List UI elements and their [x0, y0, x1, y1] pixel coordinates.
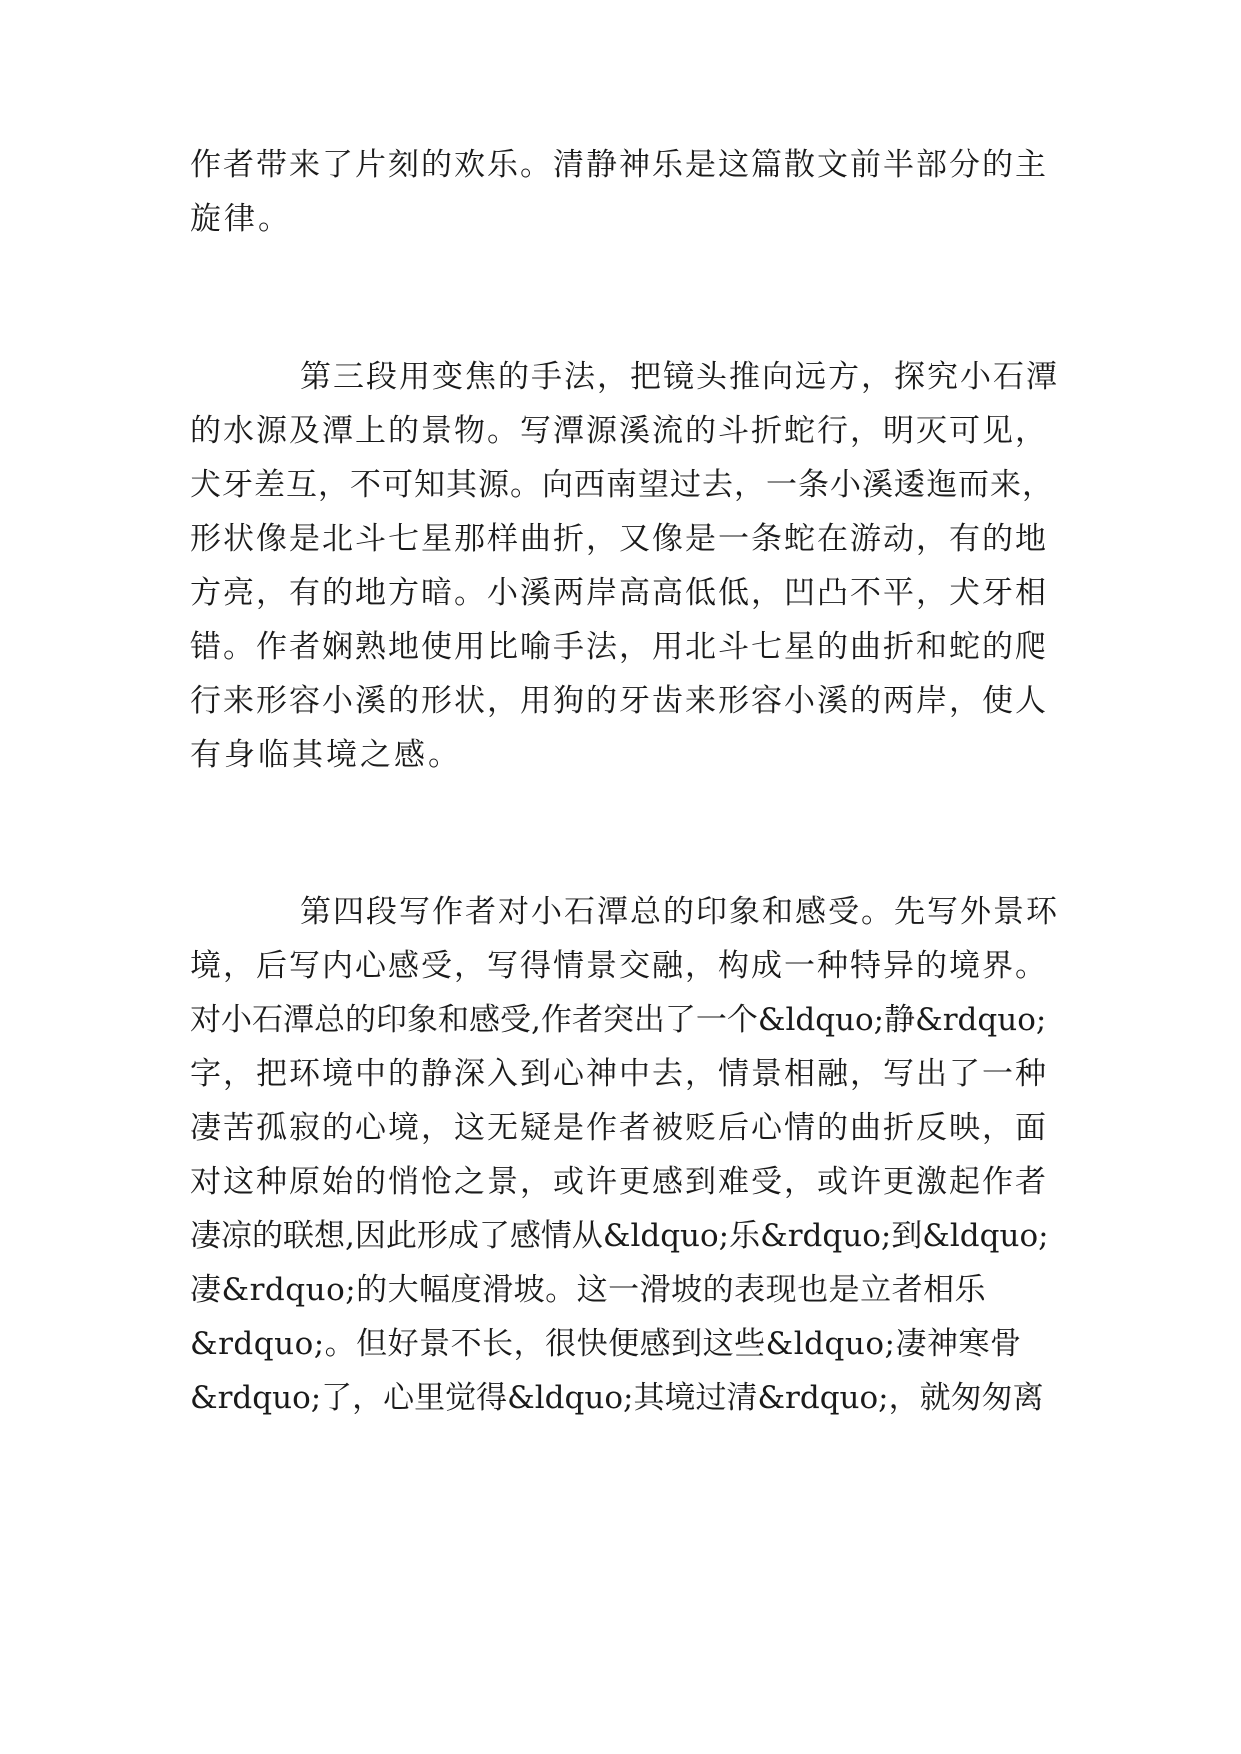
text-line: 对小石潭总的印象和感受,作者突出了一个&ldquo;静&rdquo; [190, 1002, 1047, 1038]
text-line: 第三段用变焦的手法，把镜头推向远方，探究小石潭 [300, 359, 1059, 395]
text-line: 形状像是北斗七星那样曲折，又像是一条蛇在游动，有的地 [190, 521, 1048, 557]
text-line: 凄苦孤寂的心境，这无疑是作者被贬后心情的曲折反映，面 [190, 1110, 1048, 1146]
text-line: 第四段写作者对小石潭总的印象和感受。先写外景环 [300, 894, 1059, 930]
text-line: 旋律。 [190, 201, 292, 237]
text-line: &rdquo;。但好景不长，很快便感到这些&ldquo;凄神寒骨 [190, 1326, 1022, 1362]
text-line: 字，把环境中的静深入到心神中去，情景相融，写出了一种 [190, 1056, 1048, 1092]
text-line: 行来形容小溪的形状，用狗的牙齿来形容小溪的两岸，使人 [190, 683, 1048, 719]
text-line: &rdquo;了，心里觉得&ldquo;其境过清&rdquo;，就匆匆离 [190, 1380, 1044, 1416]
text-line: 境，后写内心感受，写得情景交融，构成一种特异的境界。 [190, 948, 1048, 984]
text-line: 凄凉的联想,因此形成了感情从&ldquo;乐&rdquo;到&ldquo; [190, 1218, 1049, 1254]
text-line: 犬牙差互，不可知其源。向西南望过去，一条小溪逶迤而来， [190, 467, 1054, 503]
text-line: 对这种原始的悄怆之景，或许更感到难受，或许更激起作者 [190, 1164, 1048, 1200]
text-line: 的水源及潭上的景物。写潭源溪流的斗折蛇行，明灭可见， [190, 413, 1048, 449]
text-line: 凄&rdquo;的大幅度滑坡。这一滑坡的表现也是立者相乐 [190, 1272, 987, 1308]
text-line: 作者带来了片刻的欢乐。清静神乐是这篇散文前半部分的主 [190, 147, 1048, 183]
text-line: 方亮，有的地方暗。小溪两岸高高低低，凹凸不平，犬牙相 [190, 575, 1048, 611]
text-line: 错。作者娴熟地使用比喻手法，用北斗七星的曲折和蛇的爬 [190, 629, 1048, 665]
text-line: 有身临其境之感。 [190, 737, 462, 773]
